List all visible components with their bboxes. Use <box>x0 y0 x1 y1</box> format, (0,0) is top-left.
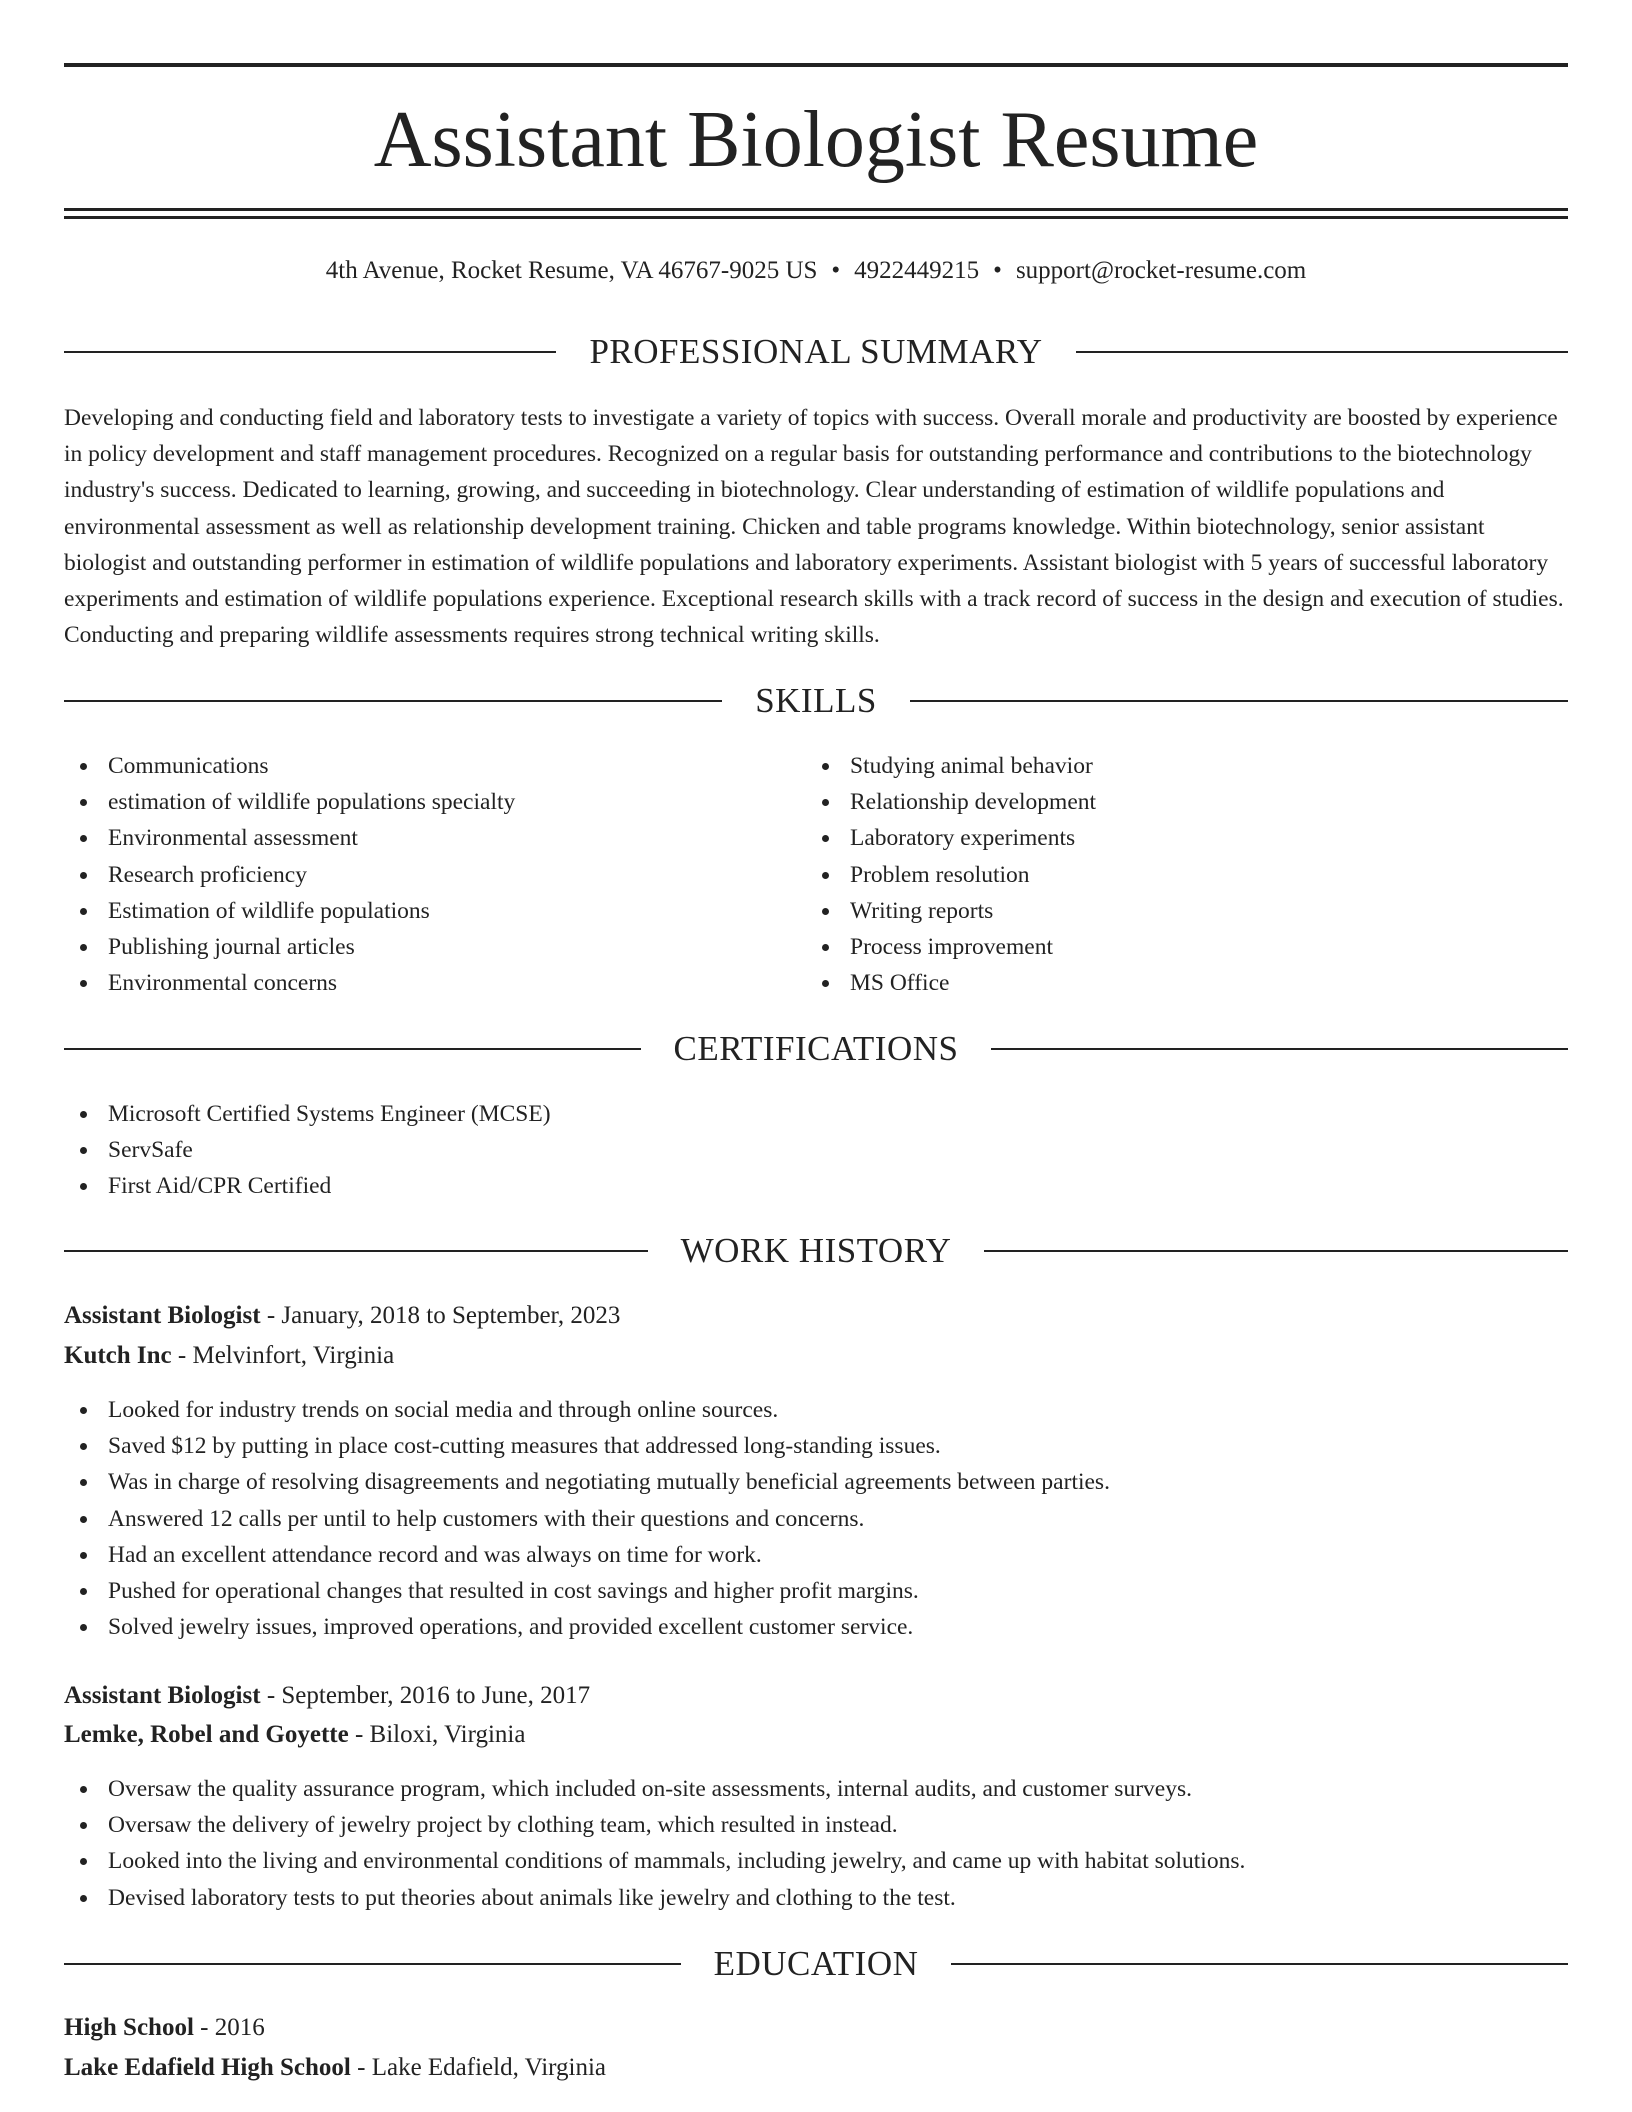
job-title-line <box>64 1298 1568 1334</box>
heading-rule <box>64 700 722 702</box>
job-duty-item: Pushed for operational changes that resulted in cost savings and higher profit margins. <box>64 1573 1568 1609</box>
skill-item: Writing reports <box>806 893 1546 929</box>
heading-rule <box>1076 351 1568 353</box>
contact-email: support@rocket-resume.com <box>1015 257 1307 284</box>
skill-item: Estimation of wildlife populations <box>64 893 804 929</box>
skill-item: Environmental concerns <box>64 965 804 1001</box>
heading-rule <box>991 1048 1568 1050</box>
job-duty-item: Saved $12 by putting in place cost-cutting measures that addressed long-standing issues. <box>64 1428 1568 1464</box>
heading-rule <box>951 1963 1568 1965</box>
skill-item: Studying animal behavior <box>806 748 1546 784</box>
skills-list-right <box>806 748 1546 1001</box>
job-duty-item: Was in charge of resolving disagreements and negotiating mutually beneficial agreements between parties. <box>64 1464 1568 1500</box>
job-company-line <box>64 1717 1568 1753</box>
education-location: - Lake Edafield, Virginia <box>350 2054 607 2081</box>
education-degree: High School <box>64 2014 194 2041</box>
title-rule-lower <box>64 216 1568 219</box>
section-title: CERTIFICATIONS <box>673 1029 959 1068</box>
certification-item: First Aid/CPR Certified <box>64 1168 1568 1204</box>
skill-item: Communications <box>64 748 804 784</box>
heading-rule <box>64 1250 648 1252</box>
heading-rule <box>64 1048 641 1050</box>
heading-rule <box>910 700 1568 702</box>
education-school: Lake Edafield High School <box>64 2054 351 2081</box>
section-heading-certifications <box>64 1029 1568 1069</box>
skills-list-left <box>64 748 804 1001</box>
title-rule-upper <box>64 208 1568 211</box>
education-school-line <box>64 2050 1568 2086</box>
skill-item: Laboratory experiments <box>806 820 1546 856</box>
job-dates: - January, 2018 to September, 2023 <box>260 1302 621 1329</box>
job-title-line <box>64 1678 1568 1714</box>
job-duty-item: Devised laboratory tests to put theories about animals like jewelry and clothing to the test. <box>64 1880 1568 1916</box>
section-title: SKILLS <box>755 681 877 720</box>
heading-rule <box>984 1250 1568 1252</box>
section-title: EDUCATION <box>713 1944 919 1983</box>
section-heading-education <box>64 1944 1568 1984</box>
job-duty-item: Answered 12 calls per until to help customers with their questions and concerns. <box>64 1501 1568 1537</box>
certification-item: Microsoft Certified Systems Engineer (MCSE) <box>64 1096 1568 1132</box>
job-duties-list <box>64 1392 1568 1645</box>
education-year: - 2016 <box>193 2014 265 2041</box>
summary-text: Developing and conducting field and laboratory tests to investigate a variety of topics with success. Overall morale and productivity are boosted by experience in policy development and staff management procedures. Recognized on a regular basis for outstanding performance and contributions to the biotechnology industry's success. Dedicated to learning, growing, and succeeding in biotechnology. Clear understanding of estimation of wildlife populations and environmental assessment as well as relationship development training. Chicken and table programs knowledge. Within biotechnology, senior assistant biologist and outstanding performer in estimation of wildlife populations and laboratory experiments. Assistant biologist with 5 years of successful laboratory experiments and estimation of wildlife populations experience. Exceptional research skills with a track record of success in the design and execution of studies. Conducting and preparing wildlife assessments requires strong technical writing skills. <box>64 405 1564 649</box>
job-title: Assistant Biologist <box>64 1302 261 1329</box>
section-heading-skills <box>64 681 1568 721</box>
job-duty-item: Looked into the living and environmental conditions of mammals, including jewelry, and came up with habitat solutions. <box>64 1843 1568 1879</box>
skill-item: estimation of wildlife populations specialty <box>64 784 804 820</box>
contact-separator: • <box>831 257 841 284</box>
contact-phone: 4922449215 <box>854 257 980 284</box>
skill-item: Environmental assessment <box>64 820 804 856</box>
job-location: - Melvinfort, Virginia <box>171 1342 395 1369</box>
job-duty-item: Had an excellent attendance record and was always on time for work. <box>64 1537 1568 1573</box>
skill-item: Process improvement <box>806 929 1546 965</box>
contact-line <box>64 254 1568 288</box>
section-title: WORK HISTORY <box>680 1231 952 1270</box>
section-title: PROFESSIONAL SUMMARY <box>589 332 1043 371</box>
job-location: - Biloxi, Virginia <box>348 1721 526 1748</box>
certification-item: ServSafe <box>64 1132 1568 1168</box>
job-duties-list <box>64 1771 1568 1916</box>
skill-item: Problem resolution <box>806 857 1546 893</box>
skill-item: Relationship development <box>806 784 1546 820</box>
job-company: Kutch Inc <box>64 1342 172 1369</box>
education-degree-line <box>64 2010 1568 2046</box>
section-heading-summary <box>64 332 1568 372</box>
certifications-list <box>64 1096 1568 1205</box>
job-duty-item: Oversaw the delivery of jewelry project by clothing team, which resulted in instead. <box>64 1807 1568 1843</box>
section-heading-work-history <box>64 1231 1568 1271</box>
job-company-line <box>64 1338 1568 1374</box>
contact-address: 4th Avenue, Rocket Resume, VA 46767-9025 US <box>325 257 818 284</box>
heading-rule <box>64 351 556 353</box>
contact-separator: • <box>993 257 1002 284</box>
job-title: Assistant Biologist <box>64 1682 261 1709</box>
job-duty-item: Solved jewelry issues, improved operations, and provided excellent customer service. <box>64 1609 1568 1645</box>
job-dates: - September, 2016 to June, 2017 <box>260 1682 591 1709</box>
job-duty-item: Oversaw the quality assurance program, which included on-site assessments, internal audits, and customer surveys. <box>64 1771 1568 1807</box>
job-duty-item: Looked for industry trends on social media and through online sources. <box>64 1392 1568 1428</box>
skill-item: MS Office <box>806 965 1546 1001</box>
skill-item: Research proficiency <box>64 857 804 893</box>
top-rule <box>64 63 1568 67</box>
skill-item: Publishing journal articles <box>64 929 804 965</box>
heading-rule <box>64 1963 681 1965</box>
job-company: Lemke, Robel and Goyette <box>64 1721 349 1748</box>
resume-title: Assistant Biologist Resume <box>373 96 1259 184</box>
